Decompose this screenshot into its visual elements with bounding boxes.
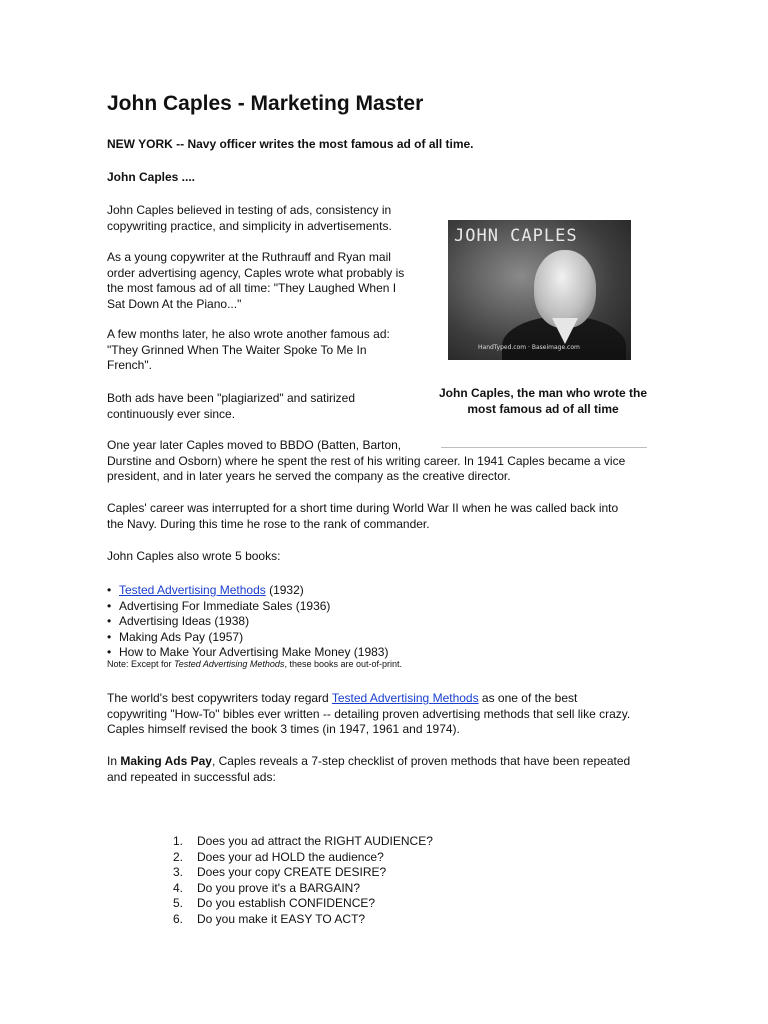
step-text: Does your ad HOLD the audience? bbox=[197, 849, 384, 864]
step-text: Does you ad attract the RIGHT AUDIENCE? bbox=[197, 834, 433, 848]
books-intro: John Caples also wrote 5 books: bbox=[107, 549, 281, 563]
text-span: In bbox=[107, 754, 121, 768]
making-ads-pay-title: Making Ads Pay bbox=[120, 754, 212, 768]
text-span: The world's best copywriters today regard bbox=[107, 691, 332, 705]
text-line: Caples' career was interrupted for a short time during World War II when he was called back into bbox=[107, 501, 619, 515]
text-line: Sat Down At the Piano..." bbox=[107, 296, 242, 311]
text-line: One year later Caples moved to BBDO (Batten, Barton, bbox=[107, 438, 402, 452]
step-number: 2. bbox=[173, 849, 184, 864]
book-title: Advertising Ideas (1938) bbox=[119, 614, 250, 629]
list-item bbox=[173, 850, 433, 866]
list-item bbox=[173, 912, 433, 928]
book-year: (1932) bbox=[265, 583, 304, 597]
subtitle: NEW YORK -- Navy officer writes the most famous ad of all time. bbox=[107, 137, 474, 151]
step-text: Do you prove it's a BARGAIN? bbox=[197, 880, 361, 895]
note-prefix: Note: Except for bbox=[107, 659, 175, 669]
note-book-title: Tested Advertising Methods bbox=[174, 659, 285, 669]
photo-face bbox=[534, 250, 596, 328]
caption-line: John Caples, the man who wrote the bbox=[438, 386, 648, 400]
photo-name-text: JOHN CAPLES bbox=[454, 226, 578, 246]
step-text: Do you make it EASY TO ACT? bbox=[197, 911, 366, 926]
out-of-print-note bbox=[107, 659, 402, 669]
list-item bbox=[173, 896, 433, 912]
step-text: Do you establish CONFIDENCE? bbox=[197, 896, 376, 911]
career-paragraph-1 bbox=[107, 438, 625, 485]
step-number: 6. bbox=[173, 911, 184, 926]
text-line: A few months later, he also wrote another famous ad: bbox=[107, 327, 390, 341]
text-line: copywriting "How-To" bibles ever written -- detailing proven advertising methods that sell like crazy. bbox=[107, 706, 631, 721]
text-line: Both ads have been "plagiarized" and satirized bbox=[107, 391, 356, 405]
text-line: the Navy. During this time he rose to the rank of commander. bbox=[107, 516, 430, 531]
intro-paragraph-4 bbox=[107, 391, 355, 422]
byline: John Caples .... bbox=[107, 170, 196, 184]
text-line bbox=[107, 691, 630, 707]
checklist bbox=[173, 834, 433, 928]
step-text: Does your copy CREATE DESIRE? bbox=[197, 865, 387, 880]
text-line: Caples himself revised the book 3 times (in 1947, 1961 and 1974). bbox=[107, 722, 460, 736]
book-title: Advertising For Immediate Sales (1936) bbox=[119, 598, 331, 613]
list-item bbox=[173, 865, 433, 881]
text-line: French". bbox=[107, 358, 152, 372]
book-title: How to Make Your Advertising Make Money (1983) bbox=[119, 645, 389, 660]
tested-advertising-methods-link[interactable]: Tested Advertising Methods bbox=[119, 583, 266, 597]
text-line: president, and in later years he served the company as the creative director. bbox=[107, 469, 511, 483]
photo-credit: HandTyped.com · Baseimage.com bbox=[478, 344, 580, 351]
text-line: "They Grinned When The Waiter Spoke To Me In bbox=[107, 342, 367, 357]
intro-paragraph-1 bbox=[107, 203, 392, 234]
list-item bbox=[107, 614, 388, 630]
note-suffix: , these books are out-of-print. bbox=[284, 659, 402, 669]
text-line: John Caples believed in testing of ads, consistency in bbox=[107, 203, 392, 217]
john-caples-photo bbox=[448, 220, 631, 360]
step-number: 3. bbox=[173, 865, 184, 880]
text-line: As a young copywriter at the Ruthrauff and Ryan mail bbox=[107, 250, 391, 264]
text-line: order advertising agency, Caples wrote what probably is bbox=[107, 265, 405, 280]
text-line: Durstine and Osborn) where he spent the rest of his writing career. In 1941 Caples became a vice bbox=[107, 453, 626, 468]
career-paragraph-2 bbox=[107, 501, 618, 532]
text-line: the most famous ad of all time: "They Laughed When I bbox=[107, 281, 397, 295]
list-item bbox=[107, 599, 388, 615]
text-line: continuously ever since. bbox=[107, 406, 236, 421]
checklist-intro-paragraph bbox=[107, 754, 630, 785]
list-item bbox=[173, 881, 433, 897]
list-item bbox=[107, 583, 388, 599]
list-item bbox=[107, 630, 388, 646]
intro-paragraph-3 bbox=[107, 327, 390, 374]
text-span: as one of the best bbox=[478, 691, 578, 705]
book-title: Making Ads Pay (1957) bbox=[119, 629, 244, 644]
step-number: 5. bbox=[173, 896, 184, 911]
step-number: 1. bbox=[173, 834, 184, 848]
list-item bbox=[173, 834, 433, 850]
page-title: John Caples - Marketing Master bbox=[107, 92, 424, 115]
books-list bbox=[107, 583, 388, 661]
text-line: copywriting practice, and simplicity in advertisements. bbox=[107, 218, 392, 233]
text-span: , Caples reveals a 7-step checklist of proven methods that have been repeated bbox=[211, 754, 631, 768]
best-copywriters-paragraph bbox=[107, 691, 630, 738]
tested-advertising-methods-link-2[interactable]: Tested Advertising Methods bbox=[331, 691, 479, 705]
text-line: and repeated in successful ads: bbox=[107, 769, 276, 784]
intro-paragraph-2 bbox=[107, 250, 404, 312]
step-number: 4. bbox=[173, 880, 184, 895]
text-line bbox=[107, 754, 630, 770]
caption-line: most famous ad of all time bbox=[467, 402, 619, 416]
photo-caption bbox=[430, 385, 656, 417]
